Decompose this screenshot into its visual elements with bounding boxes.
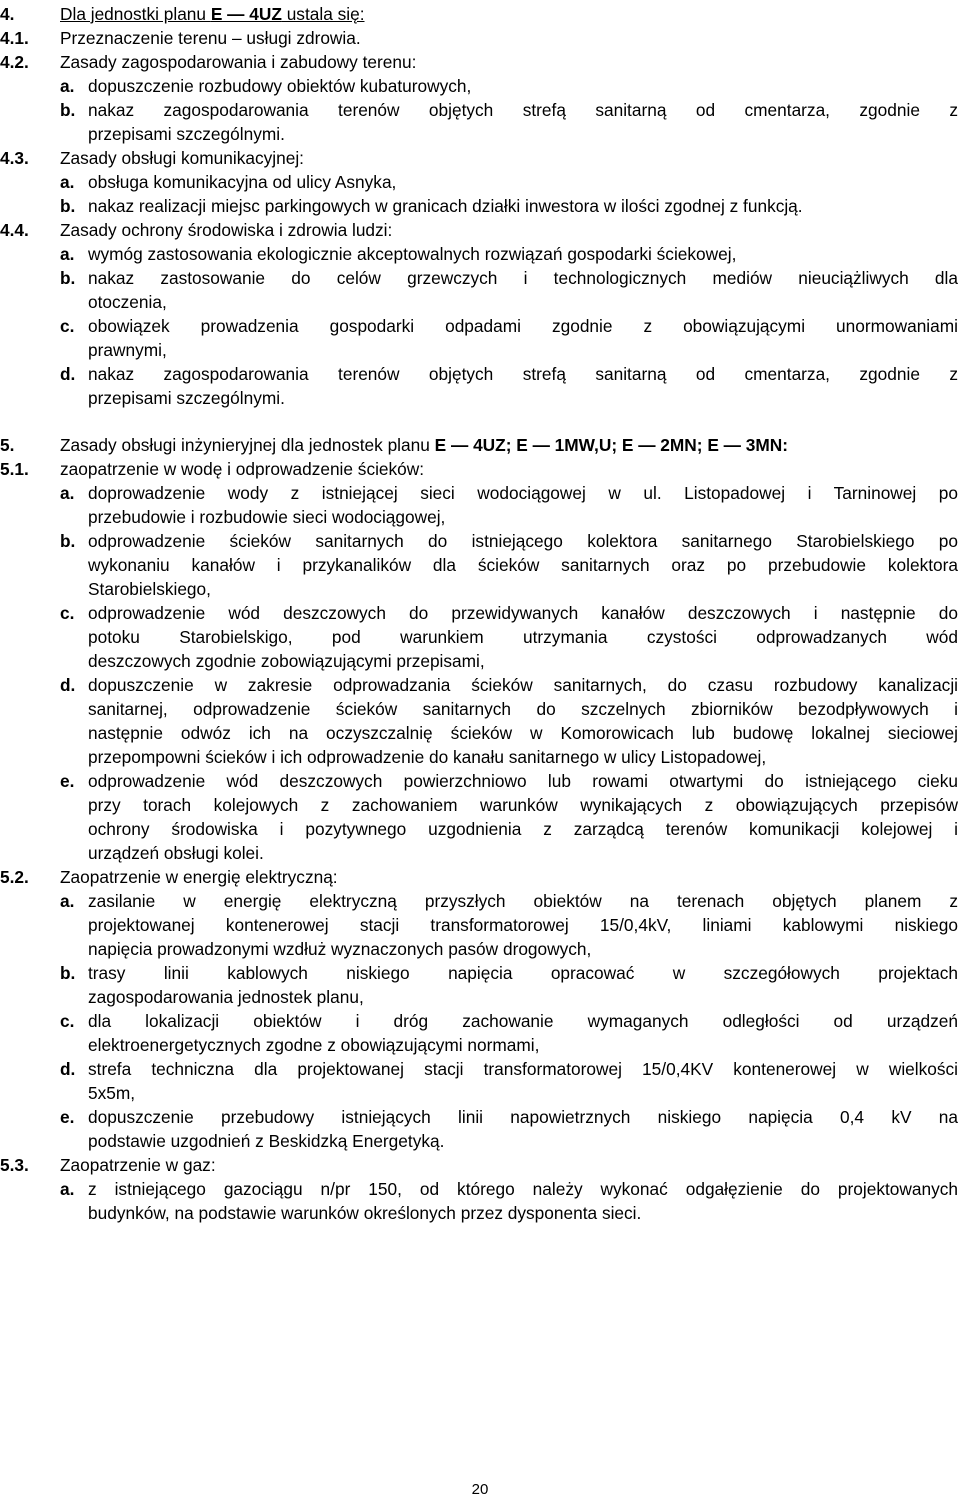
item-text: potoku Starobielskigo, pod warunkiem utrzymania czystości odprowadzanych wód (88, 627, 958, 647)
item-marker: b. (60, 196, 76, 216)
section-number: 5.3. (0, 1155, 29, 1175)
item-text: dopuszczenie w zakresie odprowadzania ścieków sanitarnych, do czasu rozbudowy kanalizacji (88, 675, 958, 695)
item-text: odprowadzenie wód deszczowych do przewidywanych kanałów deszczowych i następnie do (88, 603, 958, 623)
item-marker: d. (60, 675, 76, 695)
page-number: 20 (471, 1481, 489, 1498)
item-marker: b. (60, 268, 76, 288)
item-text: nakaz zagospodarowania terenów objętych strefą sanitarną od cmentarza, zgodnie z (88, 100, 958, 120)
section-number: 5.2. (0, 867, 29, 887)
unit-codes: E — 4UZ; E — 1MW,U; E — 2MN; E — 3MN: (434, 435, 788, 455)
item-marker: e. (60, 1107, 75, 1127)
item-text: otoczenia, (88, 292, 167, 312)
item-text: projektowanej kontenerowej stacji transformatorowej 15/0,4kV, liniami kablowymi niskiego (88, 915, 958, 935)
item-marker: a. (60, 172, 75, 192)
item-text: zasilanie w energię elektryczną przyszłych obiektów na terenach objętych planem z (88, 891, 958, 911)
item-text: ochrony środowiska i pozytywnego uzgodnienia z zarządcą terenów komunikacji kolejowej i (88, 819, 958, 839)
section-text: Zaopatrzenie w energię elektryczną: (60, 867, 338, 887)
item-text: napięcia prowadzonymi wzdłuż wyznaczonych pasów drogowych, (88, 939, 592, 959)
item-text: deszczowych zgodnie zobowiązującymi przepisami, (88, 651, 485, 671)
section-number: 4.2. (0, 52, 29, 72)
item-text: trasy linii kablowych niskiego napięcia opracować w szczegółowych projektach (88, 963, 958, 983)
unit-code: E — 4UZ (210, 4, 282, 24)
item-text: elektroenergetycznych zgodne z obowiązującymi normami, (88, 1035, 540, 1055)
item-marker: c. (60, 1011, 75, 1031)
item-text: nakaz realizacji miejsc parkingowych w granicach działki inwestora w ilości zgodnej z funkcją. (88, 196, 803, 216)
item-text: podstawie uzgodnień z Beskidzką Energetyką. (88, 1131, 445, 1151)
item-text: przy torach kolejowych z zachowaniem warunków wynikających z obowiązujących przepisów (88, 795, 958, 815)
item-marker: c. (60, 603, 75, 623)
item-text: przepisami szczególnymi. (88, 388, 285, 408)
item-marker: a. (60, 76, 75, 96)
section-4-text: Dla jednostki planu (60, 4, 211, 24)
section-text: Przeznaczenie terenu – usługi zdrowia. (60, 28, 361, 48)
item-text: strefa techniczna dla projektowanej stacji transformatorowej 15/0,4KV kontenerowej w wielkości (88, 1059, 958, 1079)
item-marker: d. (60, 364, 76, 384)
section-number: 4.4. (0, 220, 29, 240)
item-text: przepompowni ścieków i ich odprowadzenie do kanału sanitarnego w ulicy Listopadowej, (88, 747, 767, 767)
section-text: Zasady ochrony środowiska i zdrowia ludzi: (60, 220, 393, 240)
item-marker: c. (60, 316, 75, 336)
item-text: dopuszczenie rozbudowy obiektów kubaturowych, (88, 76, 472, 96)
section-text: zaopatrzenie w wodę i odprowadzenie ścieków: (60, 459, 425, 479)
item-text: obsługa komunikacyjna od ulicy Asnyka, (88, 172, 397, 192)
item-text: sanitarnej, odprowadzenie ścieków sanitarnych do szczelnych zbiorników bezodpływowych i (88, 699, 958, 719)
section-text: Zaopatrzenie w gaz: (60, 1155, 216, 1175)
item-text: z istniejącego gazociągu n/pr 150, od którego należy wykonać odgałęzienie do projektowanych (88, 1179, 958, 1199)
section-number: 4.1. (0, 28, 29, 48)
item-marker: b. (60, 100, 76, 120)
section-number: 4.3. (0, 148, 29, 168)
section-number: 5. (0, 435, 15, 455)
section-text: Zasady zagospodarowania i zabudowy terenu: (60, 52, 417, 72)
item-text: odprowadzenie ścieków sanitarnych do istniejącego kolektora sanitarnego Starobielskiego po (88, 531, 958, 551)
item-text: Starobielskiego, (88, 579, 211, 599)
section-number: 4. (0, 4, 15, 24)
item-marker: a. (60, 1179, 75, 1199)
item-text: nakaz zastosowanie do celów grzewczych i technologicznych mediów nieuciążliwych dla (88, 268, 958, 288)
item-text: zagospodarowania jednostek planu, (88, 987, 364, 1007)
item-text: dopuszczenie przebudowy istniejących linii napowietrznych niskiego napięcia 0,4 kV na (88, 1107, 958, 1127)
item-text: obowiązek prowadzenia gospodarki odpadami zgodnie z obowiązującymi unormowaniami (88, 316, 958, 336)
section-5-text: Zasady obsługi inżynieryjnej dla jednostek planu (60, 435, 435, 455)
section-4-text-end: ustala się: (281, 4, 365, 24)
item-text: przepisami szczególnymi. (88, 124, 285, 144)
item-text: doprowadzenie wody z istniejącej sieci wodociągowej w ul. Listopadowej i Tarninowej po (88, 483, 958, 503)
item-text: przebudowie i rozbudowie sieci wodociągowej, (88, 507, 446, 527)
item-marker: a. (60, 244, 75, 264)
item-text: prawnymi, (88, 340, 167, 360)
item-marker: b. (60, 963, 76, 983)
section-number: 5.1. (0, 459, 29, 479)
item-text: budynków, na podstawie warunków określonych przez dysponenta sieci. (88, 1203, 642, 1223)
item-text: wymóg zastosowania ekologicznie akceptowalnych rozwiązań gospodarki ściekowej, (88, 244, 737, 264)
item-marker: a. (60, 483, 75, 503)
item-text: nakaz zagospodarowania terenów objętych strefą sanitarną od cmentarza, zgodnie z (88, 364, 958, 384)
item-marker: d. (60, 1059, 76, 1079)
item-marker: b. (60, 531, 76, 551)
item-text: urządzeń obsługi kolei. (88, 843, 264, 863)
item-text: wykonaniu kanałów i przykanalików dla ścieków sanitarnych oraz po przebudowie kolektora (88, 555, 958, 575)
item-marker: e. (60, 771, 75, 791)
item-text: odprowadzenie wód deszczowych powierzchniowo lub rowami otwartymi do istniejącego cieku (88, 771, 958, 791)
item-text: 5x5m, (88, 1083, 136, 1103)
item-marker: a. (60, 891, 75, 911)
section-text: Zasady obsługi komunikacyjnej: (60, 148, 304, 168)
item-text: następnie odwóz ich na oczyszczalnię ścieków w Komorowicach lub budowę lokalnej sieciowej (88, 723, 958, 743)
item-text: dla lokalizacji obiektów i dróg zachowanie wymaganych odległości od urządzeń (88, 1011, 958, 1031)
